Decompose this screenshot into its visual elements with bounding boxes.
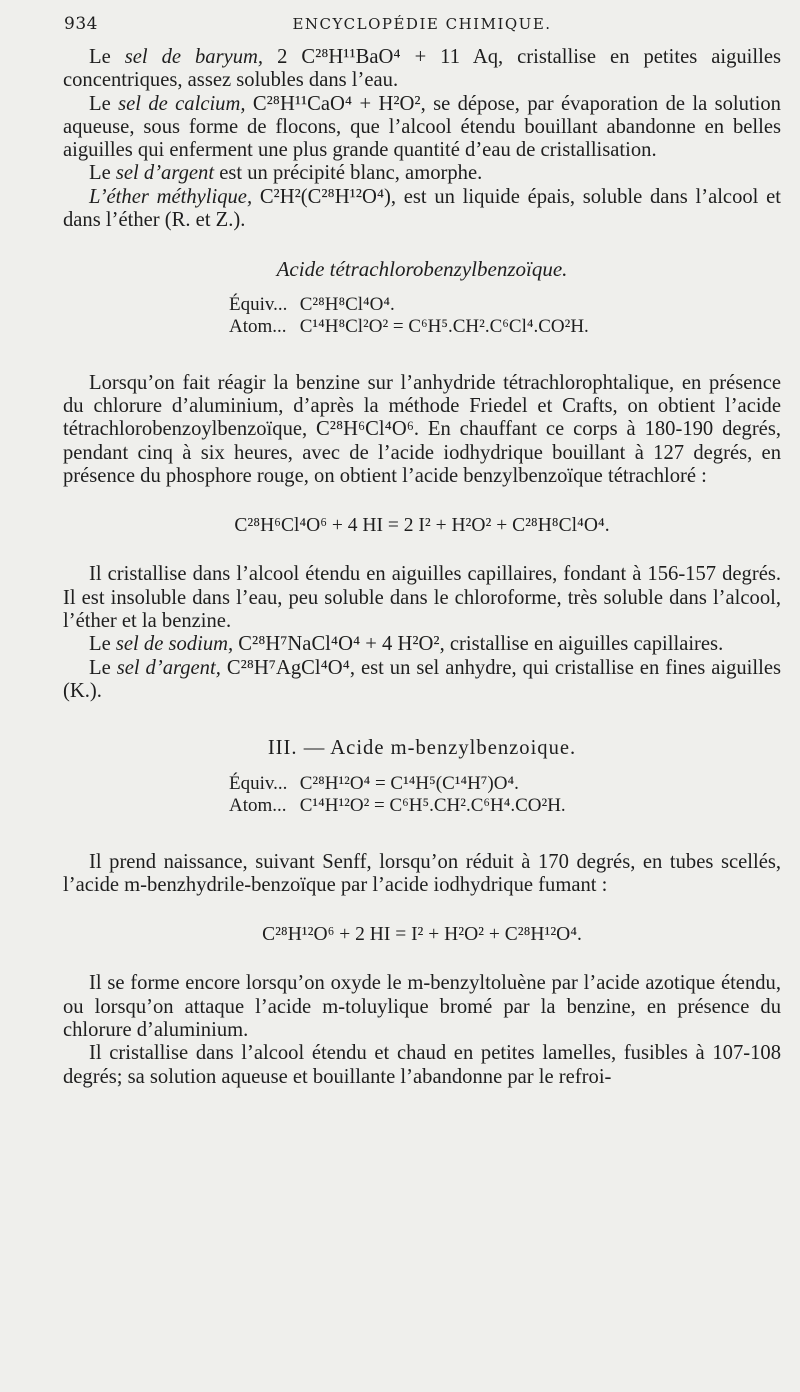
- emphasis: sel de sodium,: [115, 633, 234, 656]
- section-title-m-benzylbenzoic: III. — Acide m-benzylbenzoique.: [267, 737, 577, 760]
- running-header: [64, 12, 780, 38]
- formula-block-tetrachloro: [229, 294, 781, 338]
- paragraph-oxidation: Il se forme encore lorsqu’on oxyde le m-benzyltoluène par l’acide azotique étendu, ou lorsqu’on attaque l’acide m-toluylique bromé par la benzine, en présence du chlorure d’aluminium.: [63, 972, 781, 1042]
- equiv-line: Équiv... C²⁸H⁸Cl⁴O⁴.: [229, 293, 395, 315]
- emphasis: L’éther méthylique,: [89, 185, 253, 208]
- paragraph-barium-salt: Le sel de baryum, 2 C²⁸H¹¹BaO⁴ + 11 Aq, cristallise en petites aiguilles concentriques, assez solubles dans l’eau.: [63, 46, 781, 92]
- paragraph-formation: Il prend naissance, suivant Senff, lorsqu’on réduit à 170 degrés, en tubes scellés, l’acide m-benzhydrile-benzoïque par l’acide iodhydrique fumant :: [63, 850, 781, 896]
- emphasis: sel d’argent,: [116, 656, 221, 679]
- paragraph-preparation: Lorsqu’on fait réagir la benzine sur l’anhydride tétrachlorophtalique, en présence du chlorure d’aluminium, d’après la méthode Friedel et Crafts, on obtient l’acide tétrachlorobenzoylbenzoïque, C²⁸H⁶Cl⁴O⁶. En chauffant ce corps à 180-190 degrés, pendant cinq à six heures, avec de l’acide iodhydrique bouillant à 127 degrés, en présence du phosphore rouge, on obtient l’acide benzylbenzoïque tétrachloré :: [63, 371, 781, 487]
- formula-block-m-benzylbenzoic: [229, 773, 781, 817]
- running-title: ENCYCLOPÉDIE CHIMIQUE.: [292, 15, 552, 33]
- section-title-tetrachloro: Acide tétrachlorobenzylbenzoïque.: [276, 257, 568, 282]
- paragraph-crystallisation: Il cristallise dans l’alcool étendu et chaud en petites lamelles, fusibles à 107-108 degrés; sa solution aqueuse et bouillante l’abandonne par le refroi-: [63, 1042, 781, 1088]
- paragraph-sodium-salt: Le sel de sodium, C²⁸H⁷NaCl⁴O⁴ + 4 H²O², cristallise en aiguilles capillaires.: [89, 633, 724, 656]
- atom-line: Atom... C¹⁴H¹²O² = C⁶H⁵.CH².C⁶H⁴.CO²H.: [229, 794, 566, 816]
- atom-line: Atom... C¹⁴H⁸Cl²O² = C⁶H⁵.CH².C⁶Cl⁴.CO²H.: [229, 315, 589, 337]
- page-number: 934: [64, 14, 98, 34]
- paragraph-methyl-ether: L’éther méthylique, C²H²(C²⁸H¹²O⁴), est un liquide épais, soluble dans l’alcool et dans l’éther (R. et Z.).: [63, 185, 781, 232]
- equation-1: C²⁸H⁶Cl⁴O⁶ + 4 HI = 2 I² + H²O² + C²⁸H⁸Cl⁴O⁴.: [234, 515, 610, 537]
- equiv-line: Équiv... C²⁸H¹²O⁴ = C¹⁴H⁵(C¹⁴H⁷)O⁴.: [229, 772, 519, 794]
- page-body: [63, 46, 781, 1089]
- paragraph-silver-salt: Le sel d’argent est un précipité blanc, amorphe.: [89, 162, 483, 185]
- emphasis: sel de calcium,: [118, 92, 246, 115]
- paragraph-silver-salt-2: Le sel d’argent, C²⁸H⁷AgCl⁴O⁴, est un sel anhydre, qui cristallise en fines aiguilles (K.).: [63, 656, 781, 702]
- equation-2: C²⁸H¹²O⁶ + 2 HI = I² + H²O² + C²⁸H¹²O⁴.: [262, 924, 582, 946]
- emphasis: sel d’argent: [115, 162, 215, 185]
- paragraph-properties: Il cristallise dans l’alcool étendu en aiguilles capillaires, fondant à 156-157 degrés. Il est insoluble dans l’eau, peu soluble dans le chloroforme, très soluble dans l’alcool, l’éther et la benzine.: [63, 563, 781, 633]
- paragraph-calcium-salt: Le sel de calcium, C²⁸H¹¹CaO⁴ + H²O², se dépose, par évaporation de la solution aqueuse, sous forme de flocons, que l’alcool étendu bouillant abandonne en belles aiguilles qui enferment une plus grande quantité d’eau de cristallisation.: [63, 92, 781, 162]
- emphasis: sel de baryum,: [124, 46, 264, 68]
